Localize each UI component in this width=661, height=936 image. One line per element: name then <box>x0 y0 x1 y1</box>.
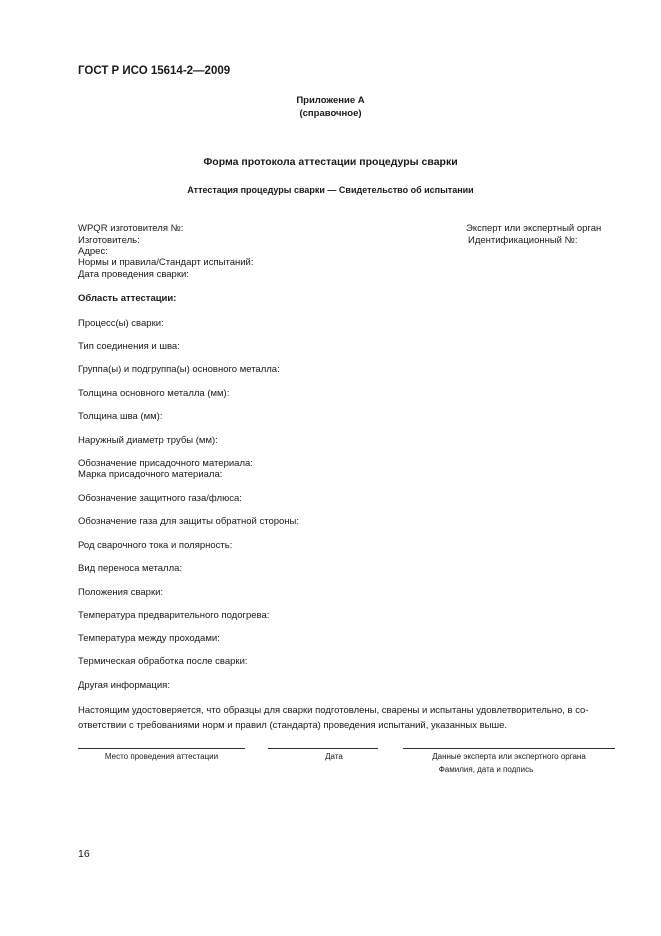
manufacturer-field: Изготовитель: <box>78 235 140 246</box>
form-subtitle: Аттестация процедуры сварки — Свидетельство об испытании <box>187 185 474 195</box>
wpqr-number-field: WPQR изготовителя №: <box>78 223 184 234</box>
shielding-gas-field: Обозначение защитного газа/флюса: <box>78 493 242 504</box>
metal-transfer-field: Вид переноса металла: <box>78 563 183 574</box>
welding-date-field: Дата проведения сварки: <box>78 269 189 280</box>
preheat-temperature-field: Температура предварительного подогрева: <box>78 610 270 621</box>
standard-field: Нормы и правила/Стандарт испытаний: <box>78 257 254 268</box>
appendix-label: Приложение А <box>296 95 365 106</box>
filler-brand-field: Марка присадочного материала: <box>78 469 223 480</box>
other-information-field: Другая информация: <box>78 680 170 691</box>
place-caption: Место проведения аттестации <box>104 752 219 761</box>
form-title: Форма протокола аттестации процедуры сварки <box>203 156 458 168</box>
welding-positions-field: Положения сварки: <box>78 587 164 598</box>
weld-thickness-field: Толщина шва (мм): <box>78 411 163 422</box>
joint-type-field: Тип соединения и шва: <box>78 341 180 352</box>
certification-statement: Настоящим удостоверяется, что образцы для сварки подготовлены, сварены и испытаны удовлетворительно, в со-ответствии с требованиями норм и правил (стандарта) проведения испытаний, указанных выше. <box>78 705 589 731</box>
post-weld-heat-treatment-field: Термическая обработка после сварки: <box>78 656 248 667</box>
current-polarity-field: Род сварочного тока и полярность: <box>78 540 233 551</box>
identification-number-field: Идентификационный №: <box>468 235 578 246</box>
interpass-temperature-field: Температура между проходами: <box>78 633 220 644</box>
filler-designation-field: Обозначение присадочного материала: <box>78 458 253 469</box>
expert-subcaption: Фамилия, дата и подпись <box>438 765 534 774</box>
backing-gas-field: Обозначение газа для защиты обратной стороны: <box>78 516 300 527</box>
appendix-note: (справочное) <box>299 108 362 119</box>
page-number: 16 <box>78 848 90 860</box>
address-field: Адрес: <box>78 246 108 257</box>
pipe-diameter-field: Наружный диаметр трубы (мм): <box>78 435 218 446</box>
date-caption: Дата <box>325 752 343 761</box>
welding-process-field: Процесс(ы) сварки: <box>78 318 164 329</box>
base-metal-thickness-field: Толщина основного металла (мм): <box>78 388 230 399</box>
document-standard-header: ГОСТ Р ИСО 15614-2—2009 <box>78 65 231 77</box>
base-metal-group-field: Группа(ы) и подгруппа(ы) основного металла: <box>78 364 280 375</box>
scope-heading: Область аттестации: <box>78 293 177 304</box>
expert-body-field: Эксперт или экспертный орган <box>466 223 602 234</box>
place-signature-line <box>78 748 245 749</box>
expert-caption: Данные эксперта или экспертного органа <box>432 752 586 761</box>
date-signature-line <box>268 748 378 749</box>
expert-signature-line <box>403 748 615 749</box>
